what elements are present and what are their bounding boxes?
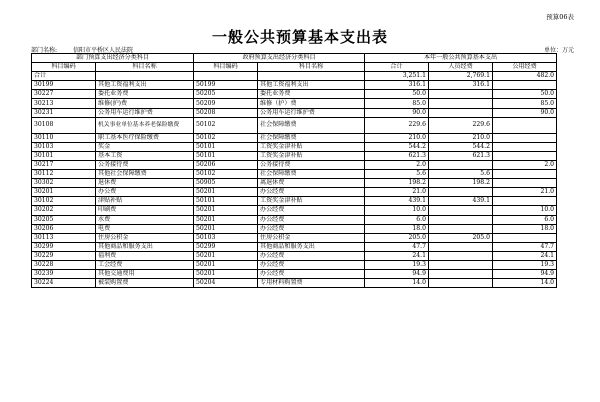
table-cell: 210.0 (365, 133, 429, 142)
table-cell: 85.0 (493, 99, 557, 108)
table-cell: 30227 (32, 90, 96, 99)
table-row (32, 133, 557, 142)
group-header-row (32, 54, 557, 63)
table-cell: 2,769.1 (429, 72, 493, 81)
table-cell (493, 81, 557, 90)
table-cell (429, 224, 493, 233)
table-cell (429, 242, 493, 251)
table-cell: 机关事业单位基本养老保险缴费 (96, 117, 194, 133)
table-cell (429, 215, 493, 224)
table-cell: 基本工资 (96, 151, 194, 160)
table-cell: 85.0 (365, 99, 429, 108)
table-row (32, 117, 557, 133)
table-cell: 30102 (32, 197, 96, 206)
table-cell: 退休费 (96, 179, 194, 188)
table-cell: 工资奖金津补贴 (258, 142, 365, 151)
table-row (32, 197, 557, 206)
table-cell: 198.2 (429, 179, 493, 188)
table-cell: 21.0 (493, 188, 557, 197)
table-cell: 50201 (194, 270, 258, 279)
table-cell: 50103 (194, 233, 258, 242)
table-cell (194, 72, 258, 81)
table-cell: 公务用车运行维护费 (258, 108, 365, 117)
table-cell: 19.3 (493, 260, 557, 269)
table-cell: 621.3 (429, 151, 493, 160)
column-header-row (32, 63, 557, 72)
table-cell (493, 151, 557, 160)
table-cell: 14.0 (365, 279, 429, 288)
table-cell: 其他商品和服务支出 (96, 242, 194, 251)
table-cell (429, 270, 493, 279)
table-row (32, 179, 557, 188)
table-cell: 公务接待费 (96, 160, 194, 169)
table-cell: 50201 (194, 215, 258, 224)
table-cell (429, 90, 493, 99)
table-cell: 50208 (194, 108, 258, 117)
table-cell (429, 251, 493, 260)
table-cell: 50102 (194, 170, 258, 179)
column-header: 合计 (365, 63, 429, 72)
table-cell: 50206 (194, 160, 258, 169)
table-row (32, 206, 557, 215)
table-row (32, 233, 557, 242)
table-cell (493, 133, 557, 142)
table-cell: 30108 (32, 117, 96, 133)
table-cell: 50199 (194, 81, 258, 90)
table-cell: 30229 (32, 251, 96, 260)
table-cell: 50.0 (493, 90, 557, 99)
table-cell: 50204 (194, 279, 258, 288)
table-cell: 50209 (194, 99, 258, 108)
table-cell (493, 170, 557, 179)
table-cell: 住房公积金 (96, 233, 194, 242)
table-cell: 社会保障缴费 (258, 133, 365, 142)
department-label: 部门名称: (31, 47, 58, 54)
table-cell: 社会保障缴费 (258, 117, 365, 133)
table-cell: 10.0 (493, 206, 557, 215)
table-cell: 5.6 (365, 170, 429, 179)
table-cell: 其他商品和服务支出 (258, 242, 365, 251)
table-body (32, 72, 557, 288)
table-row (32, 81, 557, 90)
table-cell: 30302 (32, 179, 96, 188)
table-row (32, 151, 557, 160)
table-cell: 621.3 (365, 151, 429, 160)
column-header: 人员经费 (429, 63, 493, 72)
table-cell: 50102 (194, 133, 258, 142)
table-row (32, 170, 557, 179)
table-cell: 印刷费 (96, 206, 194, 215)
table-cell: 办公经费 (258, 251, 365, 260)
table-cell (493, 142, 557, 151)
table-row (32, 108, 557, 117)
column-header: 科目名称 (96, 63, 194, 72)
table-cell: 90.0 (365, 108, 429, 117)
table-cell (258, 72, 365, 81)
table-cell: 94.9 (493, 270, 557, 279)
table-row (32, 260, 557, 269)
table-cell: 水费 (96, 215, 194, 224)
table-cell: 2.0 (365, 160, 429, 169)
table-cell: 30201 (32, 188, 96, 197)
table-cell: 30231 (32, 108, 96, 117)
table-cell: 544.2 (365, 142, 429, 151)
table-cell: 24.1 (365, 251, 429, 260)
table-cell: 205.0 (365, 233, 429, 242)
table-cell: 30224 (32, 279, 96, 288)
table-cell: 439.1 (429, 197, 493, 206)
table-cell: 办公经费 (258, 224, 365, 233)
table-cell: 30113 (32, 233, 96, 242)
table-cell: 94.9 (365, 270, 429, 279)
table-row (32, 160, 557, 169)
column-header: 公用经费 (493, 63, 557, 72)
table-cell: 50201 (194, 206, 258, 215)
table-cell: 50101 (194, 142, 258, 151)
table-cell: 30199 (32, 81, 96, 90)
table-cell: 47.7 (493, 242, 557, 251)
table-cell: 30206 (32, 224, 96, 233)
table-cell (429, 108, 493, 117)
table-cell: 30202 (32, 206, 96, 215)
table-cell: 30228 (32, 260, 96, 269)
page-title: 一般公共预算基本支出表 (211, 28, 388, 46)
table-cell: 办公经费 (258, 215, 365, 224)
table-row (32, 188, 557, 197)
table-cell: 住房公积金 (258, 233, 365, 242)
table-cell: 公务接待费 (258, 160, 365, 169)
table-cell: 47.7 (365, 242, 429, 251)
table-cell: 21.0 (365, 188, 429, 197)
table-cell (429, 160, 493, 169)
table-cell: 30217 (32, 160, 96, 169)
table-cell: 50201 (194, 188, 258, 197)
table-cell: 职工基本医疗保险缴费 (96, 133, 194, 142)
table-cell: 50.0 (365, 90, 429, 99)
table-cell: 30299 (32, 242, 96, 251)
table-cell: 30239 (32, 270, 96, 279)
table-cell: 30103 (32, 142, 96, 151)
table-row (32, 215, 557, 224)
unit-label: 单位：万元 (543, 47, 574, 54)
table-cell: 5.6 (429, 170, 493, 179)
table-cell: 合计 (32, 72, 96, 81)
table-cell: 维修（护）费 (258, 99, 365, 108)
table-cell: 19.3 (365, 260, 429, 269)
column-header: 科目名称 (258, 63, 365, 72)
table-cell (429, 206, 493, 215)
table-cell: 被装购置费 (96, 279, 194, 288)
table-cell: 50101 (194, 197, 258, 206)
table-cell: 委托业务费 (96, 90, 194, 99)
table-cell: 10.0 (365, 206, 429, 215)
table-cell (429, 260, 493, 269)
table-cell: 18.0 (493, 224, 557, 233)
table-cell: 229.6 (365, 117, 429, 133)
table-row (32, 270, 557, 279)
table-row (32, 279, 557, 288)
table-cell: 50205 (194, 90, 258, 99)
table-cell (493, 179, 557, 188)
table-cell: 其他工资福利支出 (258, 81, 365, 90)
table-row (32, 142, 557, 151)
table-cell: 专用材料购置费 (258, 279, 365, 288)
table-row (32, 224, 557, 233)
table-cell (429, 99, 493, 108)
table-cell: 办公经费 (258, 270, 365, 279)
table-cell: 6.0 (493, 215, 557, 224)
form-code: 预算06表 (546, 13, 574, 21)
table-cell: 其他工资福利支出 (96, 81, 194, 90)
group-header-dept: 部门预算支出经济分类科目 (32, 54, 194, 63)
budget-table (31, 53, 557, 288)
table-cell: 24.1 (493, 251, 557, 260)
table-cell: 229.6 (429, 117, 493, 133)
group-header-budget: 本年一般公共预算基本支出 (365, 54, 557, 63)
table-cell: 社会保障缴费 (258, 170, 365, 179)
table-cell: 30110 (32, 133, 96, 142)
table-row (32, 90, 557, 99)
table-cell (493, 117, 557, 133)
table-cell (493, 197, 557, 206)
table-row (32, 251, 557, 260)
table-cell: 奖金 (96, 142, 194, 151)
table-cell: 482.0 (493, 72, 557, 81)
table-cell: 18.0 (365, 224, 429, 233)
table-cell: 30205 (32, 215, 96, 224)
table-cell: 其他社会保障缴费 (96, 170, 194, 179)
column-header: 科目编码 (194, 63, 258, 72)
table-cell: 办公经费 (258, 260, 365, 269)
table-cell: 439.1 (365, 197, 429, 206)
table-cell: 316.1 (365, 81, 429, 90)
table-cell: 30101 (32, 151, 96, 160)
table-cell (493, 233, 557, 242)
table-cell: 3,251.1 (365, 72, 429, 81)
table-cell: 办公经费 (258, 206, 365, 215)
table-cell: 210.0 (429, 133, 493, 142)
table-cell: 30213 (32, 99, 96, 108)
department-name: 信阳市平桥区人民法院 (72, 47, 133, 54)
table-cell: 办公费 (96, 188, 194, 197)
table-cell: 离退休费 (258, 179, 365, 188)
group-header-gov: 政府预算支出经济分类科目 (194, 54, 365, 63)
table-cell (429, 279, 493, 288)
table-cell: 6.0 (365, 215, 429, 224)
table-cell: 津贴补贴 (96, 197, 194, 206)
column-header: 科目编码 (32, 63, 96, 72)
table-cell: 工资奖金津补贴 (258, 197, 365, 206)
table-cell: 50201 (194, 251, 258, 260)
table-cell: 50299 (194, 242, 258, 251)
table-cell: 14.0 (493, 279, 557, 288)
table-cell: 办公经费 (258, 188, 365, 197)
table-cell: 电费 (96, 224, 194, 233)
table-cell: 50201 (194, 260, 258, 269)
table-cell: 50101 (194, 151, 258, 160)
table-cell: 维修(护)费 (96, 99, 194, 108)
table-cell: 30112 (32, 170, 96, 179)
table-cell: 工资奖金津补贴 (258, 151, 365, 160)
table-cell: 50905 (194, 179, 258, 188)
table-cell: 316.1 (429, 81, 493, 90)
table-cell: 工会经费 (96, 260, 194, 269)
table-cell (429, 188, 493, 197)
table-cell: 544.2 (429, 142, 493, 151)
table-cell: 50201 (194, 224, 258, 233)
table-cell: 福利费 (96, 251, 194, 260)
table-cell: 198.2 (365, 179, 429, 188)
table-cell: 50102 (194, 117, 258, 133)
table-cell: 委托业务费 (258, 90, 365, 99)
table-row (32, 242, 557, 251)
table-cell: 205.0 (429, 233, 493, 242)
table-cell (96, 72, 194, 81)
table-cell: 其他交通费用 (96, 270, 194, 279)
table-cell: 公务用车运行维护费 (96, 108, 194, 117)
table-row (32, 99, 557, 108)
table-cell: 90.0 (493, 108, 557, 117)
total-row (32, 72, 557, 81)
table-cell: 2.0 (493, 160, 557, 169)
